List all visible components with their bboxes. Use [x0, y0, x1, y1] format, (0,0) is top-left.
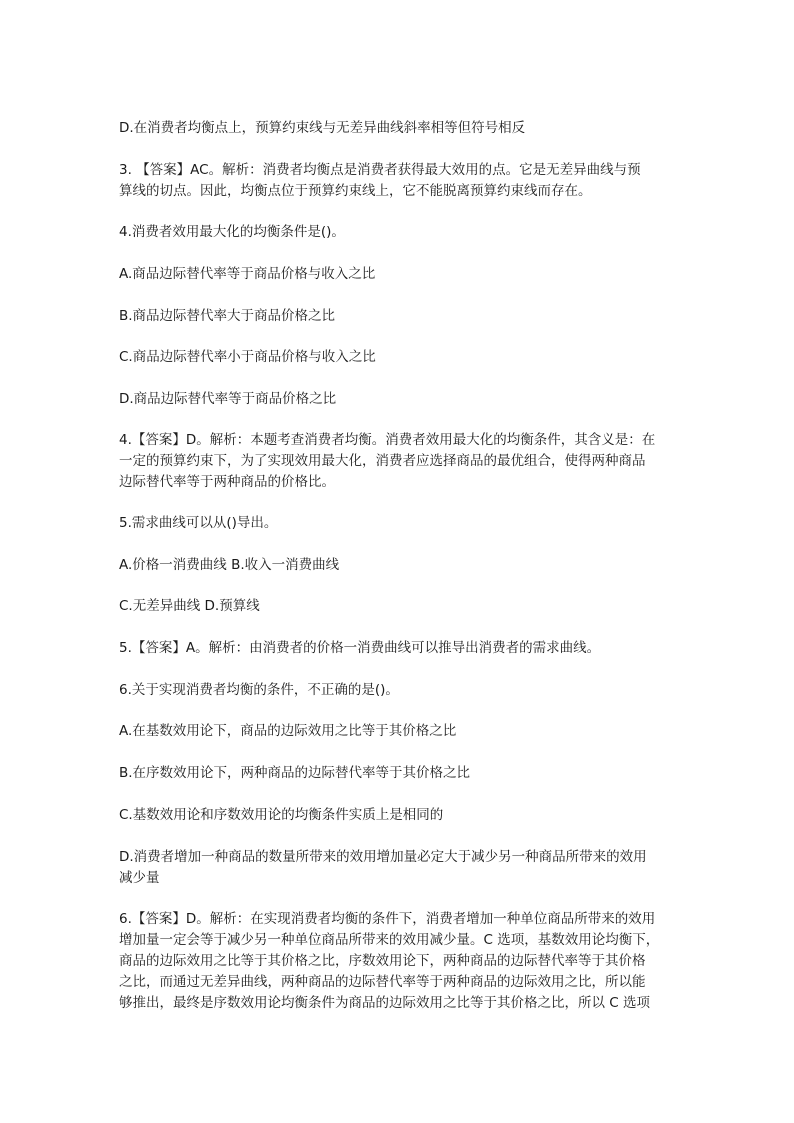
paragraph	[119, 430, 689, 493]
text-line: A.在基数效用论下，商品的边际效用之比等于其价格之比	[119, 723, 457, 739]
text-line: 算线的切点。因此，均衡点位于预算约束线上，它不能脱离预算约束线而存在。	[119, 183, 592, 199]
text-line: C.无差异曲线 D.预算线	[119, 598, 260, 614]
text-line: 3. 【答案】AC。解析：消费者均衡点是消费者获得最大效用的点。它是无差异曲线与预	[119, 162, 641, 178]
paragraph	[119, 118, 689, 139]
paragraph	[119, 847, 689, 889]
paragraph	[119, 389, 689, 410]
paragraph	[119, 763, 689, 784]
text-line: 4.【答案】D。解析：本题考查消费者均衡。消费者效用最大化的均衡条件，其含义是：在	[119, 432, 656, 448]
paragraph	[119, 909, 689, 1014]
text-line: 5.需求曲线可以从()导出。	[119, 515, 278, 531]
text-line: 4.消费者效用最大化的均衡条件是()。	[119, 224, 345, 240]
text-line: A.价格一消费曲线 B.收入一消费曲线	[119, 557, 340, 573]
text-line: 增加量一定会等于减少另一种单位商品所带来的效用减少量。C 选项，基数效用论均衡下，	[119, 932, 660, 948]
paragraph	[119, 680, 689, 701]
text-line: D.消费者增加一种商品的数量所带来的效用增加量必定大于减少另一种商品所带来的效用	[119, 849, 647, 865]
text-line: A.商品边际替代率等于商品价格与收入之比	[119, 266, 376, 282]
paragraph	[119, 805, 689, 826]
paragraph	[119, 347, 689, 368]
text-line: 商品的边际效用之比等于其价格之比，序数效用论下，两种商品的边际替代率等于其价格	[119, 953, 646, 969]
text-line: B.在序数效用论下，两种商品的边际替代率等于其价格之比	[119, 765, 471, 781]
paragraph	[119, 160, 689, 202]
paragraph	[119, 513, 689, 534]
text-line: 之比，而通过无差异曲线，两种商品的边际替代率等于两种商品的边际效用之比，所以能	[119, 974, 646, 990]
text-line: 够推出，最终是序数效用论均衡条件为商品的边际效用之比等于其价格之比，所以 C 选项	[119, 995, 651, 1011]
text-line: 5.【答案】A。解析：由消费者的价格一消费曲线可以推导出消费者的需求曲线。	[119, 640, 601, 656]
text-line: 一定的预算约束下，为了实现效用最大化，消费者应选择商品的最优组合，使得两种商品	[119, 453, 646, 469]
text-line: D.在消费者均衡点上，预算约束线与无差异曲线斜率相等但符号相反	[119, 120, 526, 136]
paragraph	[119, 596, 689, 617]
text-line: 边际替代率等于两种商品的价格比。	[119, 474, 335, 490]
paragraph	[119, 638, 689, 659]
text-line: C.商品边际替代率小于商品价格与收入之比	[119, 349, 376, 365]
text-line: C.基数效用论和序数效用论的均衡条件实质上是相同的	[119, 807, 444, 823]
text-line: 减少量	[119, 870, 160, 886]
paragraph	[119, 306, 689, 327]
paragraph	[119, 555, 689, 576]
text-line: D.商品边际替代率等于商品价格之比	[119, 391, 337, 407]
paragraph	[119, 264, 689, 285]
paragraph	[119, 222, 689, 243]
text-line: B.商品边际替代率大于商品价格之比	[119, 308, 336, 324]
text-line: 6.【答案】D。解析：在实现消费者均衡的条件下，消费者增加一种单位商品所带来的效用	[119, 911, 656, 927]
paragraph	[119, 721, 689, 742]
text-line: 6.关于实现消费者均衡的条件，不正确的是()。	[119, 682, 399, 698]
